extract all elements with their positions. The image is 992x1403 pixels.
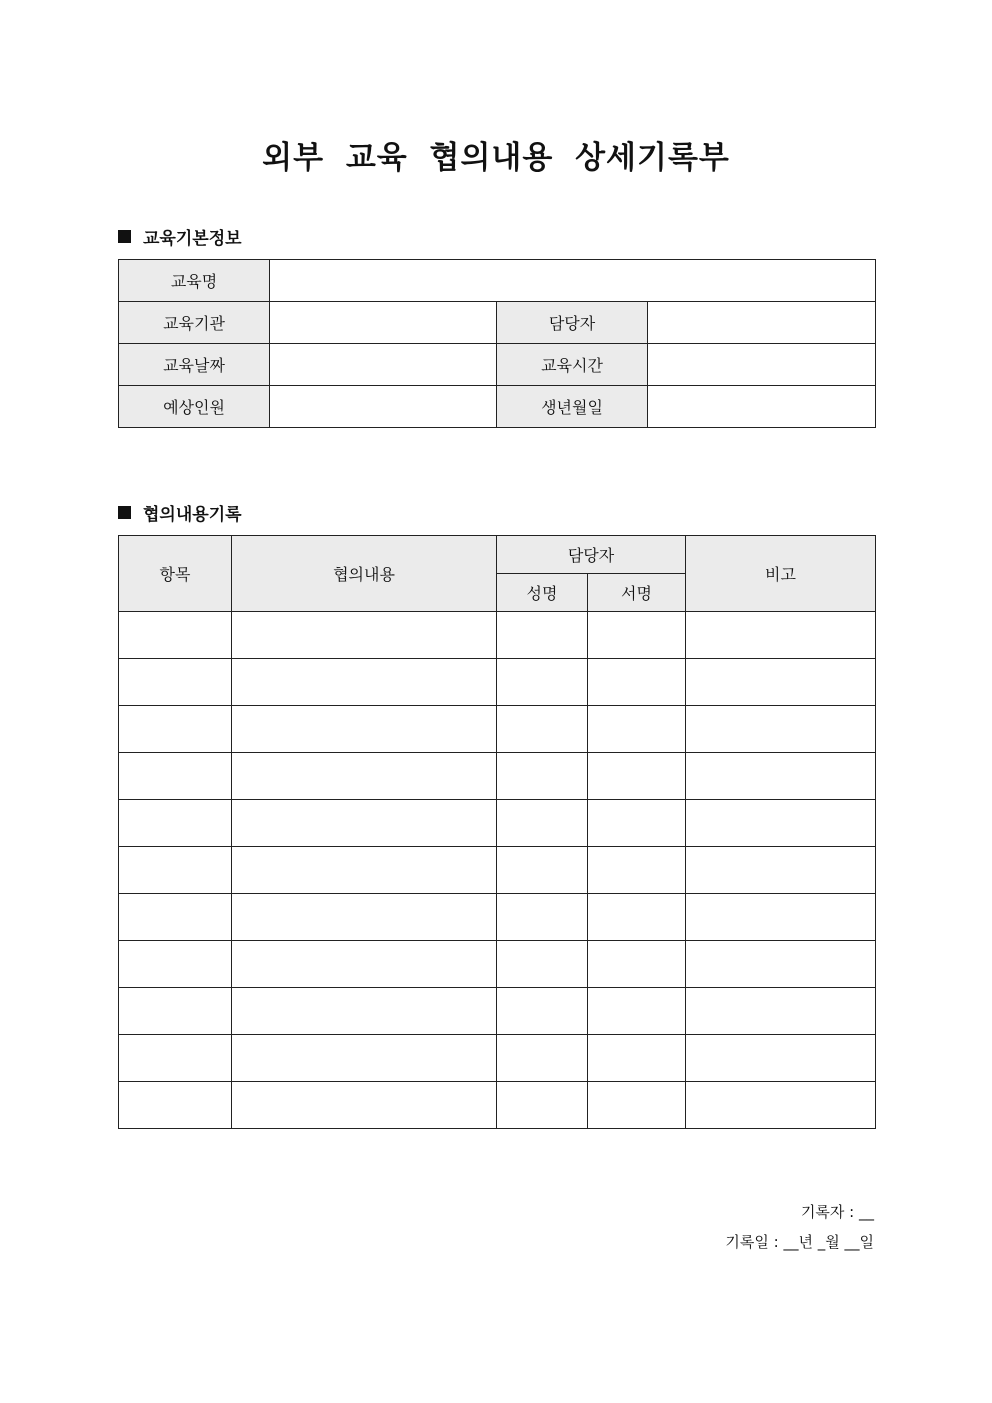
name-cell[interactable]: [497, 612, 588, 659]
record-date-line: 기록일 : __년 _월 __일: [725, 1233, 874, 1251]
table-row: [119, 1082, 876, 1129]
section-heading-records: [118, 500, 242, 525]
table-row: [119, 847, 876, 894]
item-cell[interactable]: [119, 1035, 232, 1082]
manager-field[interactable]: [648, 302, 876, 344]
name-cell[interactable]: [497, 941, 588, 988]
item-cell[interactable]: [119, 659, 232, 706]
name-cell[interactable]: [497, 706, 588, 753]
remarks-cell[interactable]: [686, 706, 876, 753]
header-item: 항목: [119, 536, 232, 612]
label-expected: 예상인원: [119, 386, 270, 428]
table-row: [119, 800, 876, 847]
content-cell[interactable]: [232, 753, 497, 800]
label-time: 교육시간: [497, 344, 648, 386]
name-cell[interactable]: [497, 894, 588, 941]
course-name-field[interactable]: [270, 260, 876, 302]
section-heading-basic-info: [118, 224, 242, 249]
header-name: 성명: [497, 574, 588, 612]
remarks-cell[interactable]: [686, 894, 876, 941]
signature-cell[interactable]: [588, 800, 686, 847]
table-row: [119, 659, 876, 706]
signature-cell[interactable]: [588, 1035, 686, 1082]
recorder-line: 기록자 : __: [800, 1203, 874, 1221]
content-cell[interactable]: [232, 1082, 497, 1129]
name-cell[interactable]: [497, 847, 588, 894]
table-row: [119, 1035, 876, 1082]
square-bullet-icon: [118, 506, 131, 519]
name-cell[interactable]: [497, 659, 588, 706]
item-cell[interactable]: [119, 706, 232, 753]
signature-cell[interactable]: [588, 706, 686, 753]
header-manager: 담당자: [497, 536, 686, 574]
time-field[interactable]: [648, 344, 876, 386]
table-row: [119, 941, 876, 988]
name-cell[interactable]: [497, 988, 588, 1035]
content-cell[interactable]: [232, 847, 497, 894]
name-cell[interactable]: [497, 753, 588, 800]
item-cell[interactable]: [119, 612, 232, 659]
remarks-cell[interactable]: [686, 1082, 876, 1129]
label-institution: 교육기관: [119, 302, 270, 344]
remarks-cell[interactable]: [686, 1035, 876, 1082]
content-cell[interactable]: [232, 612, 497, 659]
signature-cell[interactable]: [588, 988, 686, 1035]
signature-cell[interactable]: [588, 1082, 686, 1129]
table-row: [119, 706, 876, 753]
institution-field[interactable]: [270, 302, 497, 344]
square-bullet-icon: [118, 230, 131, 243]
remarks-cell[interactable]: [686, 847, 876, 894]
header-content: 협의내용: [232, 536, 497, 612]
remarks-cell[interactable]: [686, 800, 876, 847]
header-remarks: 비고: [686, 536, 876, 612]
section-heading-label: 교육기본정보: [143, 229, 242, 249]
signature-cell[interactable]: [588, 894, 686, 941]
label-course-name: 교육명: [119, 260, 270, 302]
remarks-cell[interactable]: [686, 941, 876, 988]
table-row: [119, 753, 876, 800]
records-table: [118, 535, 876, 1129]
item-cell[interactable]: [119, 753, 232, 800]
remarks-cell[interactable]: [686, 988, 876, 1035]
content-cell[interactable]: [232, 659, 497, 706]
signature-cell[interactable]: [588, 659, 686, 706]
signature-cell[interactable]: [588, 847, 686, 894]
label-birth: 생년월일: [497, 386, 648, 428]
section-heading-label: 협의내용기록: [143, 505, 242, 525]
item-cell[interactable]: [119, 847, 232, 894]
date-field[interactable]: [270, 344, 497, 386]
header-signature: 서명: [588, 574, 686, 612]
item-cell[interactable]: [119, 1082, 232, 1129]
remarks-cell[interactable]: [686, 659, 876, 706]
label-manager: 담당자: [497, 302, 648, 344]
basic-info-table: [118, 259, 876, 428]
signature-cell[interactable]: [588, 612, 686, 659]
table-row: [119, 612, 876, 659]
table-row: [119, 988, 876, 1035]
content-cell[interactable]: [232, 706, 497, 753]
content-cell[interactable]: [232, 988, 497, 1035]
birth-field[interactable]: [648, 386, 876, 428]
item-cell[interactable]: [119, 894, 232, 941]
signature-cell[interactable]: [588, 753, 686, 800]
label-date: 교육날짜: [119, 344, 270, 386]
name-cell[interactable]: [497, 1082, 588, 1129]
content-cell[interactable]: [232, 894, 497, 941]
remarks-cell[interactable]: [686, 612, 876, 659]
remarks-cell[interactable]: [686, 753, 876, 800]
name-cell[interactable]: [497, 800, 588, 847]
content-cell[interactable]: [232, 1035, 497, 1082]
item-cell[interactable]: [119, 800, 232, 847]
item-cell[interactable]: [119, 941, 232, 988]
document-title: 외부 교육 협의내용 상세기록부: [262, 140, 730, 176]
name-cell[interactable]: [497, 1035, 588, 1082]
content-cell[interactable]: [232, 941, 497, 988]
expected-field[interactable]: [270, 386, 497, 428]
item-cell[interactable]: [119, 988, 232, 1035]
content-cell[interactable]: [232, 800, 497, 847]
records-body: [119, 612, 876, 1129]
signature-cell[interactable]: [588, 941, 686, 988]
table-row: [119, 894, 876, 941]
